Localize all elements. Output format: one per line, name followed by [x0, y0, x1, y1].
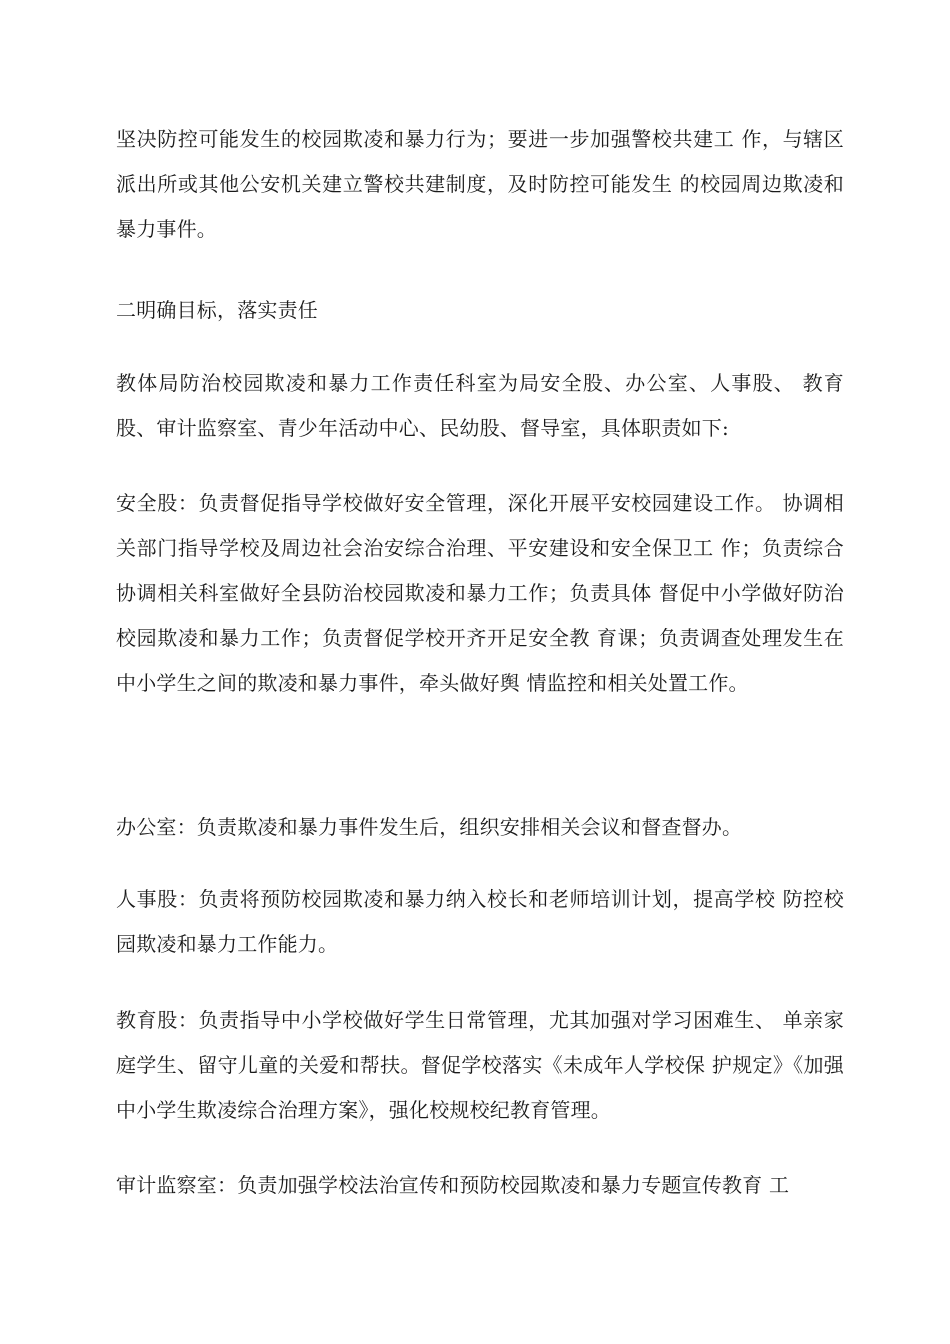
paragraph-personnel-section: 人事股：负责将预防校园欺凌和暴力纳入校长和老师培训计划，提高学校 防控校园欺凌和暴力工作能力。 [116, 887, 844, 956]
paragraph-office: 办公室：负责欺凌和暴力事件发生后，组织安排相关会议和督查督办。 [116, 815, 743, 839]
paragraph-campus-prevention: 坚决防控可能发生的校园欺凌和暴力行为；要进一步加强警校共建工 作，与辖区派出所或其他公安机关建立警校共建制度，及时防控可能发生 的校园周边欺凌和暴力事件。 [116, 127, 844, 241]
paragraph-audit-section: 审计监察室：负责加强学校法治宣传和预防校园欺凌和暴力专题宣传教育 工 [116, 1173, 790, 1197]
paragraph-safety-section: 安全股：负责督促指导学校做好安全管理，深化开展平安校园建设工作。 协调相关部门指导学校及周边社会治安综合治理、平安建设和安全保卫工 作；负责综合协调相关科室做好全县防治校园欺凌和暴力工作；负责具体 督促中小学做好防治校园欺凌和暴力工作；负责督促学校开齐开足安全教 育课；负责调查处理发生在中小学生之间的欺凌和暴力事件，牵头做好舆 情监控和相关处置工作。 [116, 491, 844, 695]
section-heading-goals: 二明确目标，落实责任 [116, 298, 318, 322]
paragraph-education-section: 教育股：负责指导中小学校做好学生日常管理，尤其加强对学习困难生、 单亲家庭学生、留守儿童的关爱和帮扶。督促学校落实《未成年人学校保 护规定》《加强中小学生欺凌综合治理方案》，强化校规校纪教育管理。 [116, 1008, 844, 1122]
paragraph-responsible-offices: 教体局防治校园欺凌和暴力工作责任科室为局安全股、办公室、人事股、 教育股、审计监察室、青少年活动中心、民幼股、督导室，具体职责如下: [116, 371, 844, 440]
